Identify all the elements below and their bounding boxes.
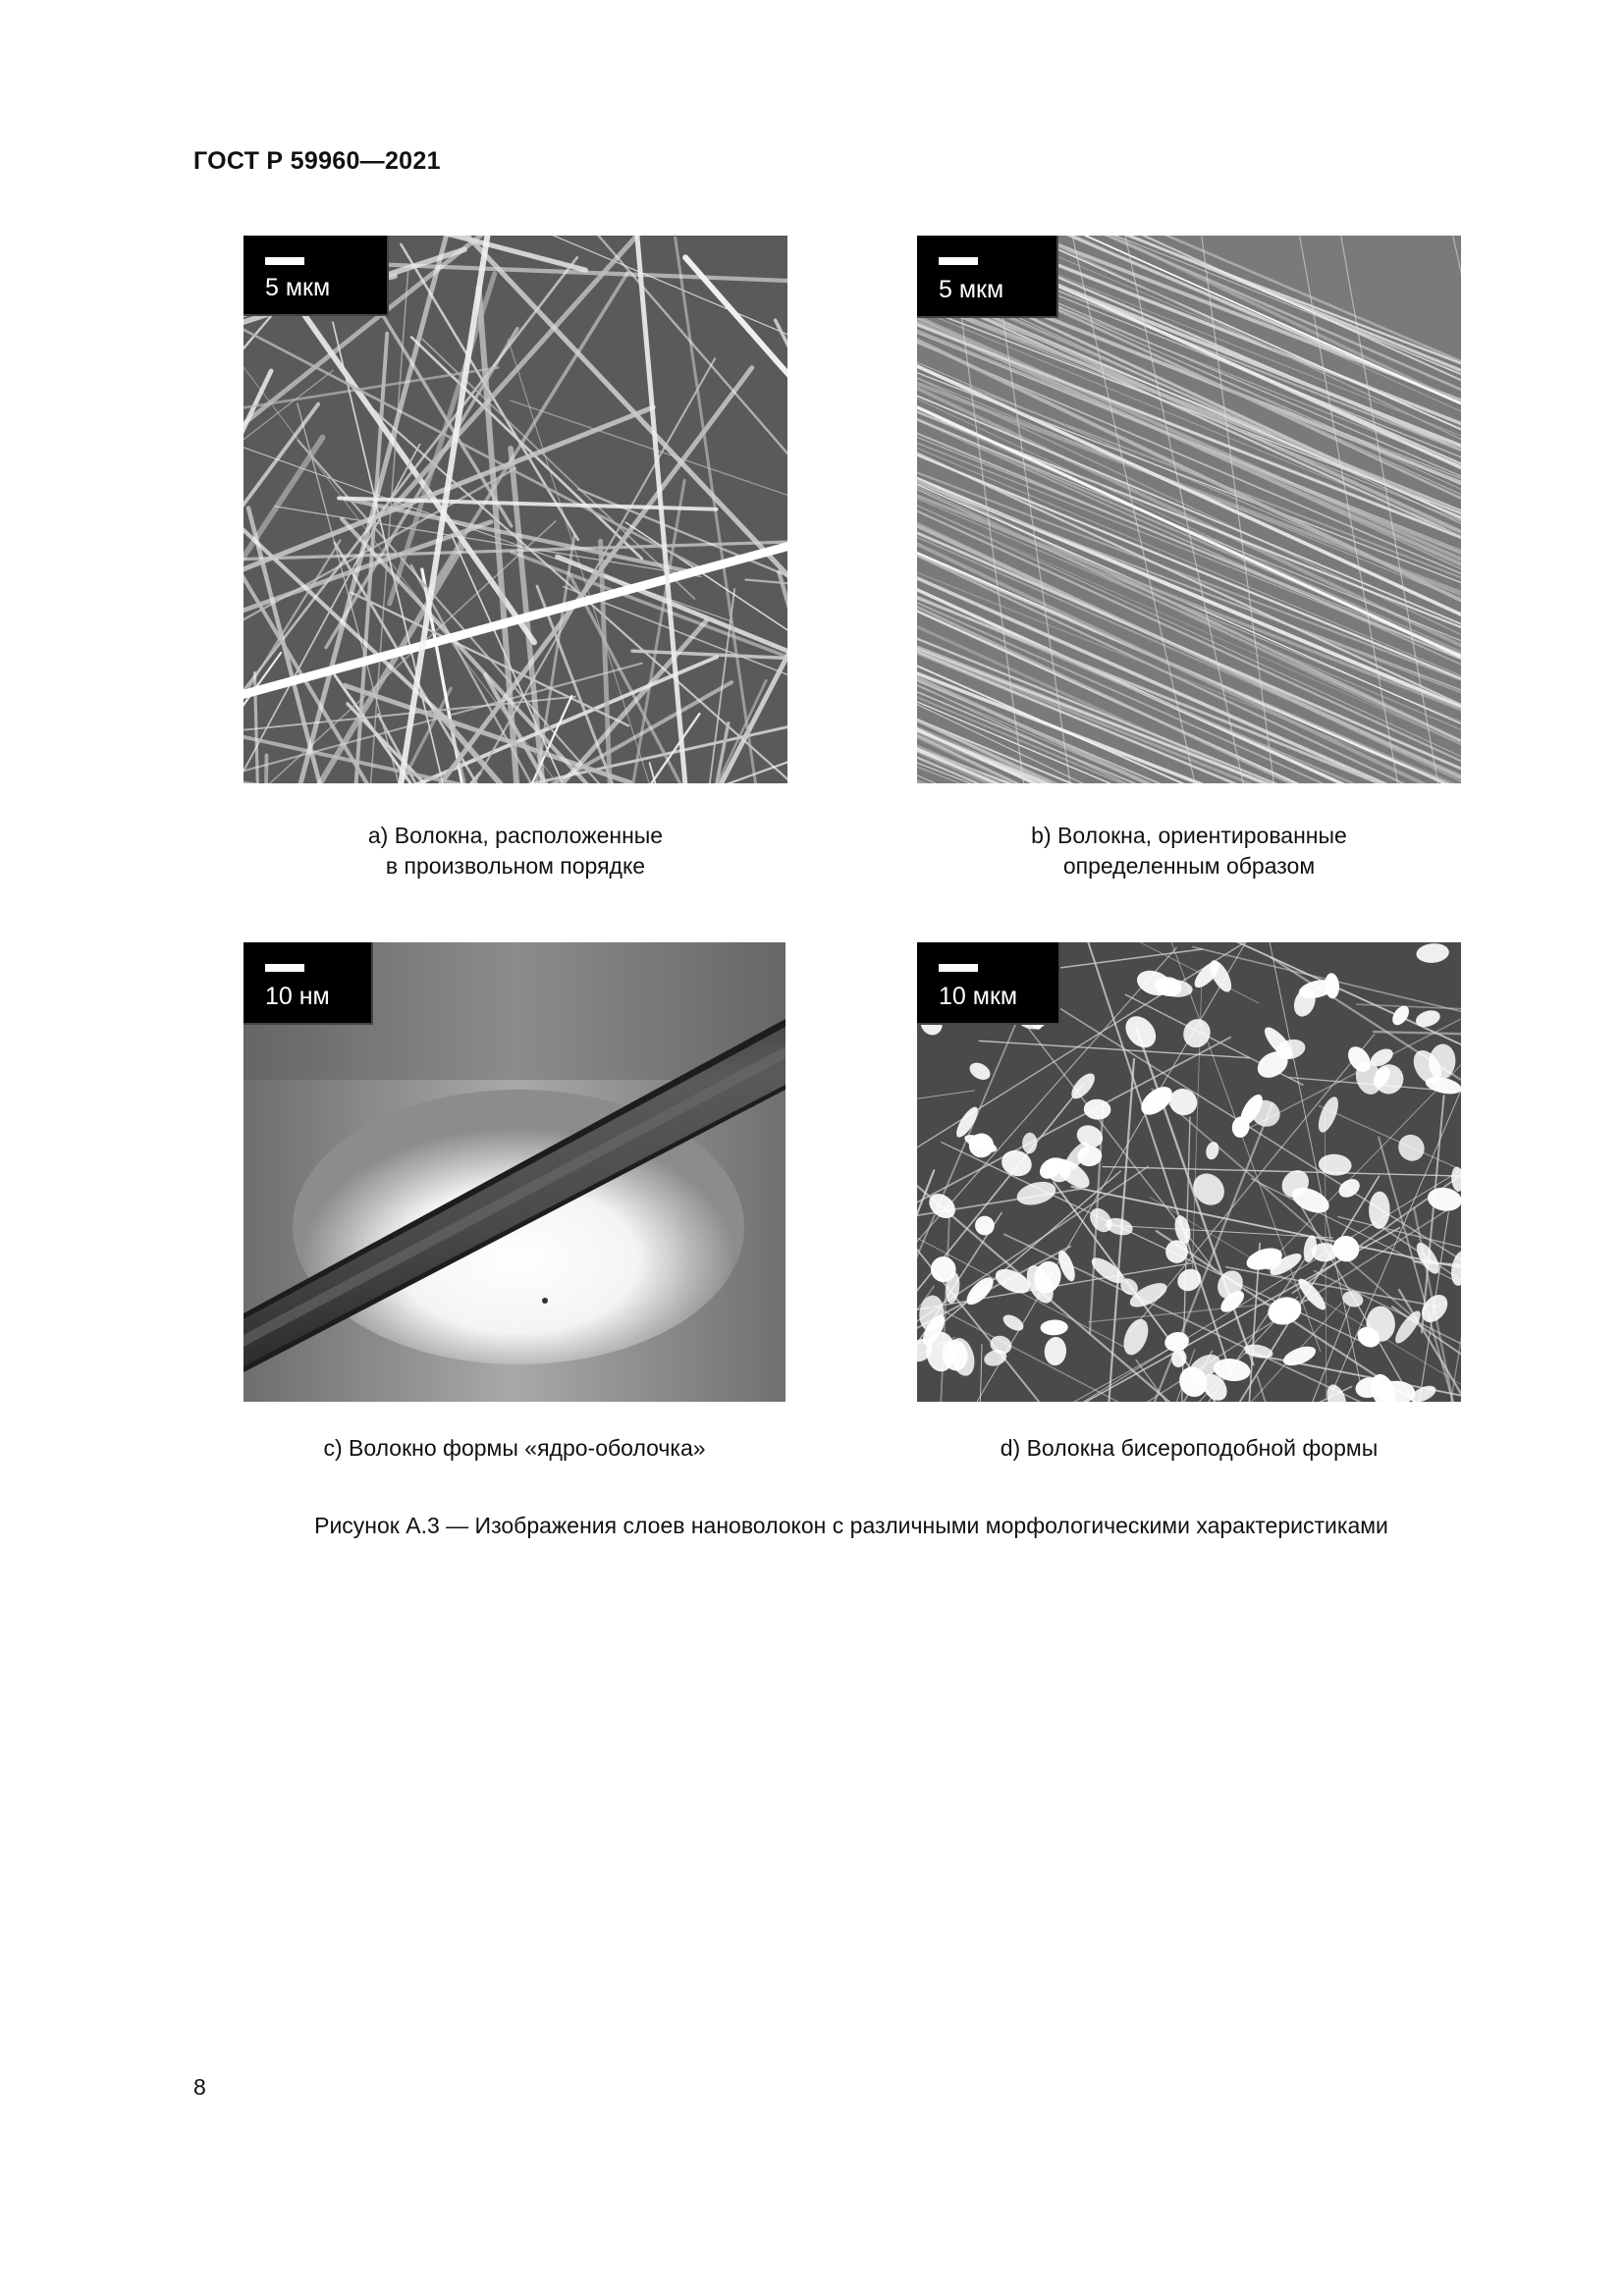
page-number: 8 — [193, 2074, 206, 2100]
caption-b — [917, 821, 1461, 881]
image-beaded-fibers — [917, 942, 1461, 1402]
scale-bar — [939, 964, 978, 972]
scale-label: 10 мкм — [939, 983, 1018, 1010]
scale-label: 10 нм — [265, 983, 330, 1010]
scale-bar-box — [244, 236, 389, 316]
caption-line: а) Волокна, расположенные — [367, 823, 664, 848]
caption-c — [244, 1433, 785, 1464]
caption-d — [917, 1433, 1461, 1464]
image-aligned-fibers — [917, 236, 1461, 783]
scale-bar — [939, 257, 978, 265]
figure-title: Рисунок А.3 — Изображения слоев нановолокон с различными морфологическими характеристиками — [314, 1513, 1388, 1538]
scale-label: 5 мкм — [939, 276, 1004, 303]
caption-line: определенным образом — [1062, 853, 1316, 879]
caption-line: d) Волокна бисероподобной формы — [1000, 1435, 1379, 1461]
scale-bar-box — [244, 942, 373, 1025]
caption-line: с) Волокно формы «ядро-оболочка» — [323, 1435, 706, 1461]
scale-label: 5 мкм — [265, 274, 331, 301]
scale-bar — [265, 964, 304, 972]
scale-bar-box — [917, 236, 1058, 318]
caption-a — [244, 821, 787, 881]
document-header: ГОСТ Р 59960—2021 — [193, 147, 441, 175]
image-core-shell-fiber — [244, 942, 785, 1402]
scale-bar-box — [917, 942, 1060, 1025]
scale-bar — [265, 257, 304, 265]
caption-line: b) Волокна, ориентированные — [1031, 823, 1347, 848]
caption-line: в произвольном порядке — [385, 853, 646, 879]
image-random-fibers — [244, 236, 787, 783]
